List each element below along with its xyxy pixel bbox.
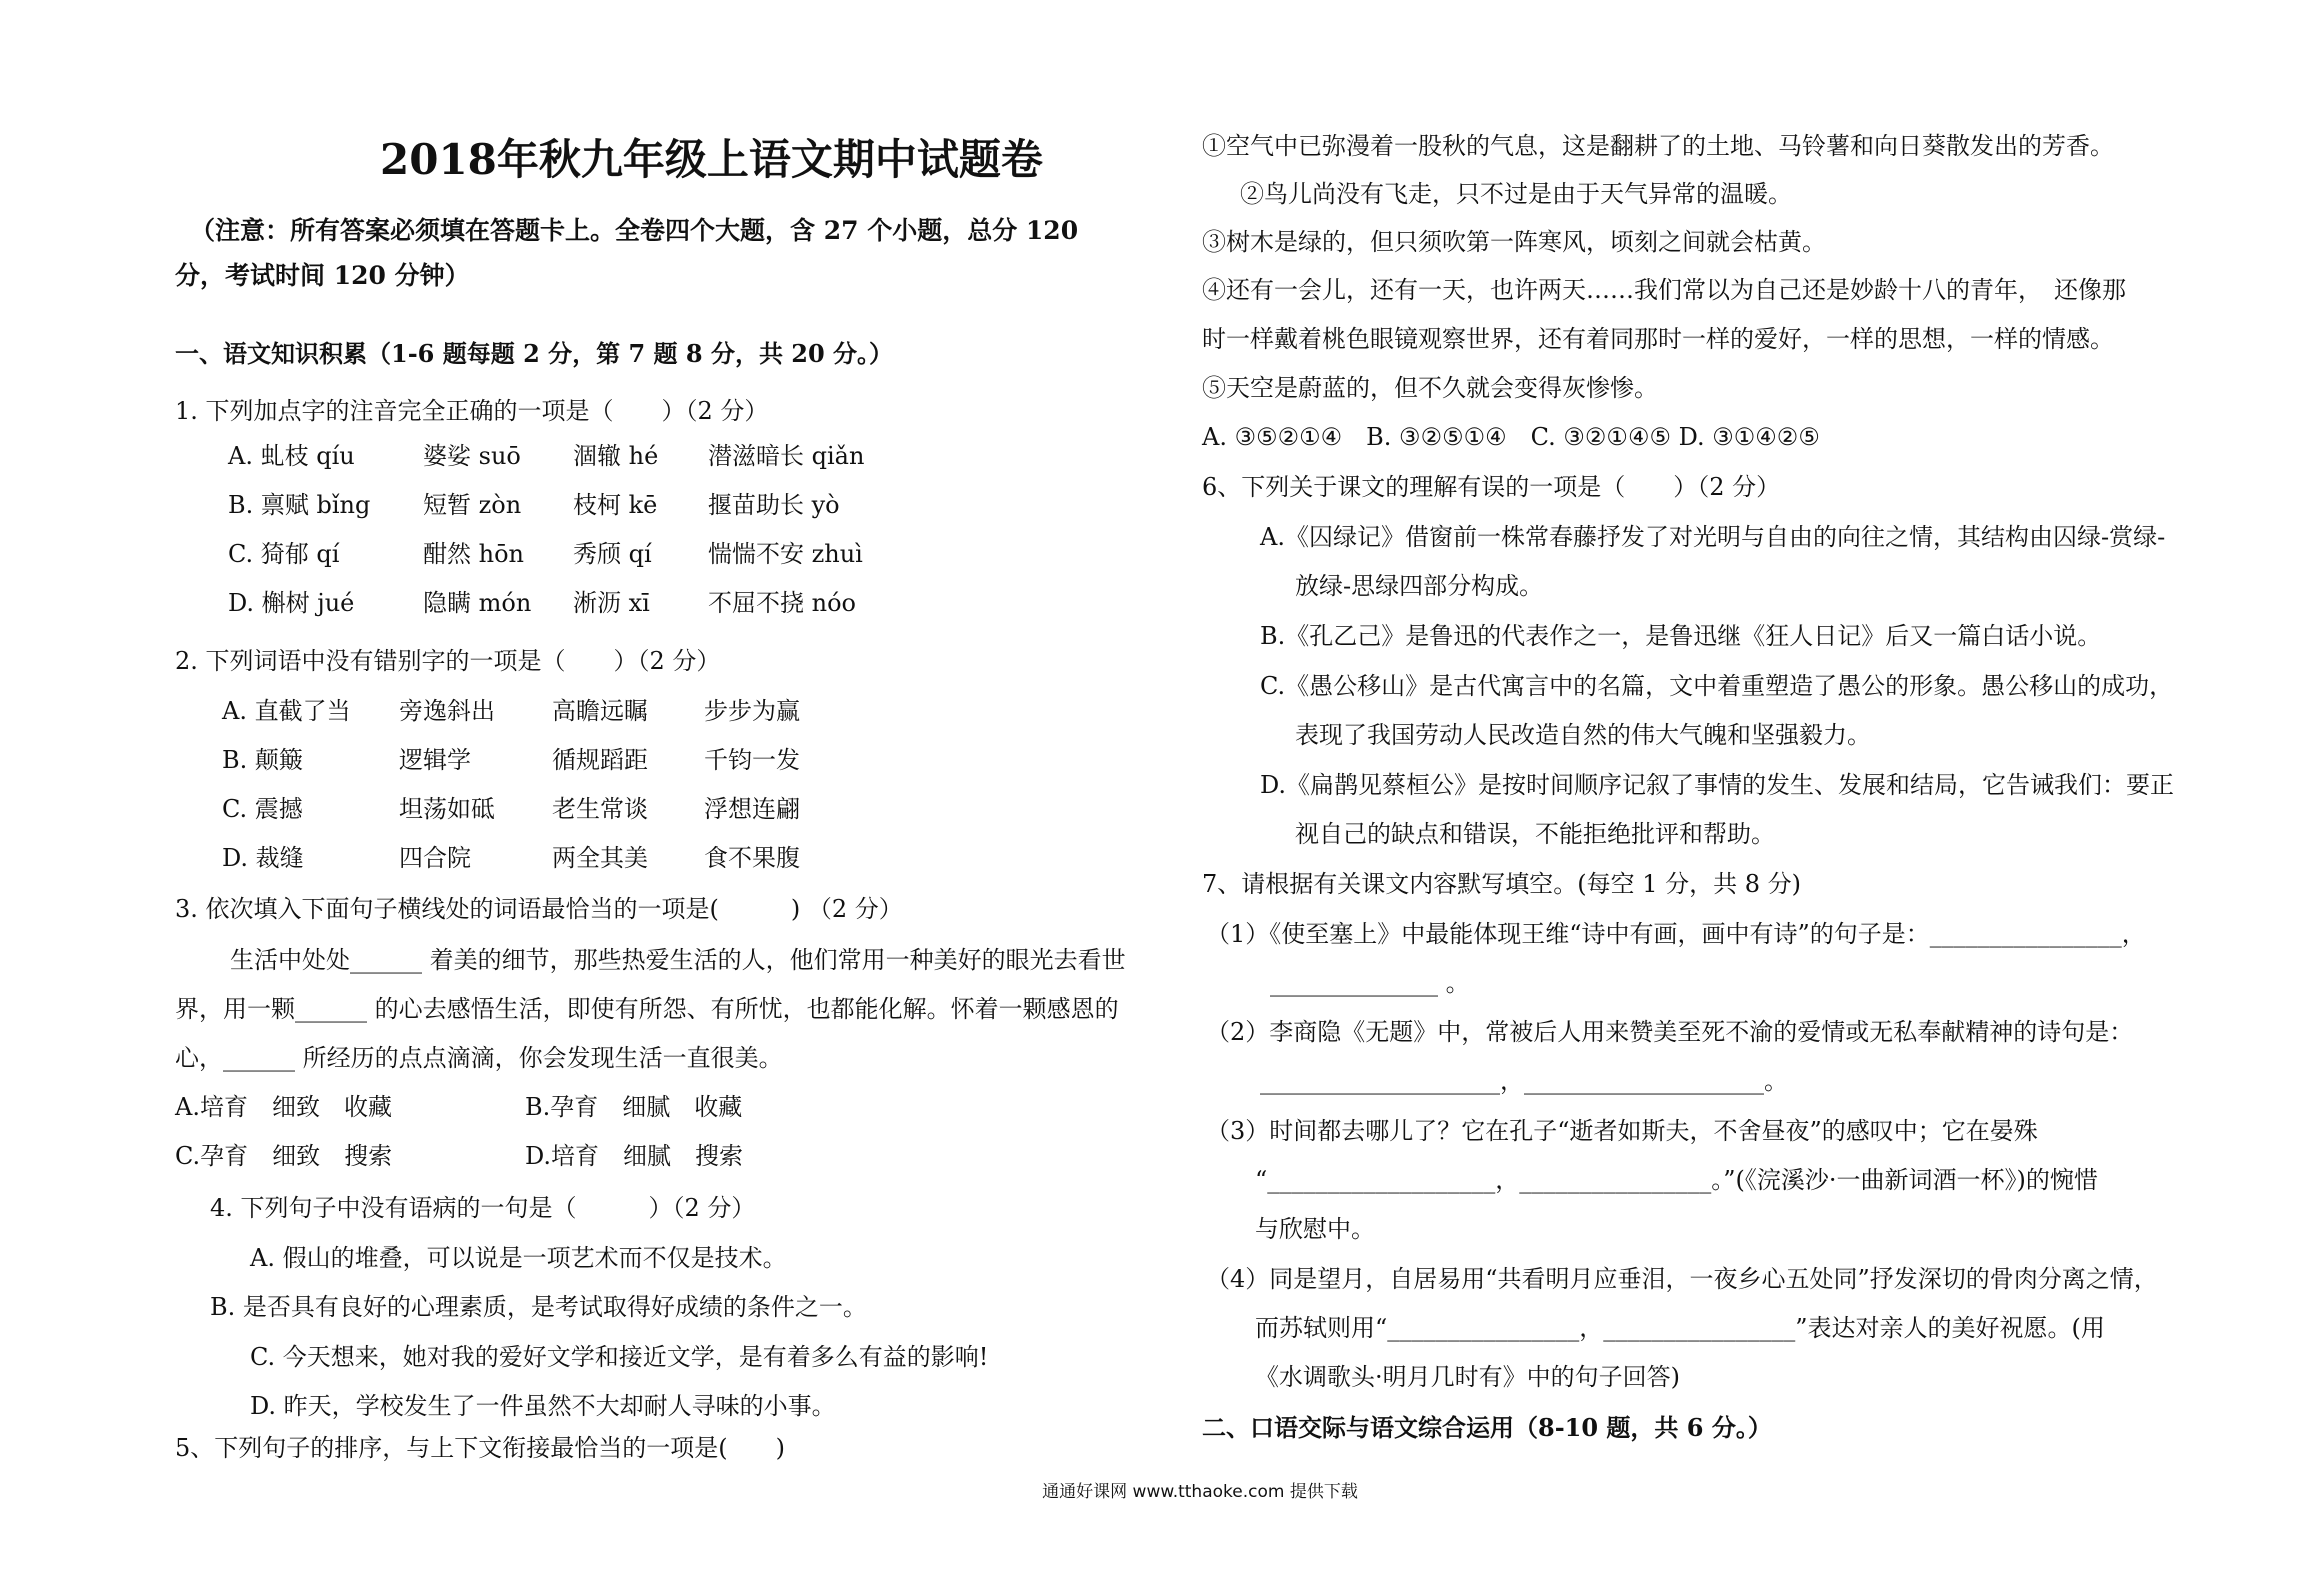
q6-option-d-1: D.《扁鹊见蔡桓公》是按时间顺序记叙了事情的发生、发展和结局，它告诫我们：要正 — [1260, 771, 2175, 799]
q5-options: A. ③⑤②①④ B. ③②⑤①④ C. ③②①④⑤ D. ③①④②⑤ — [1202, 423, 1820, 451]
page-footer: 通通好课网 www.tthaoke.com 提供下载 — [1042, 1482, 1358, 1502]
q2-a-1: A. 直截了当 — [222, 697, 351, 725]
q1-stem: 1. 下列加点字的注音完全正确的一项是（ ）（2 分） — [175, 397, 769, 425]
q2-c-2: 坦荡如砥 — [399, 795, 495, 823]
q3-option-a: A.培育 细致 收藏 — [175, 1093, 392, 1121]
notice-line-2: 分，考试时间 120 分钟） — [175, 261, 470, 290]
q7-item-3c: 与欣慰中。 — [1255, 1215, 1375, 1243]
q3-option-d: D.培育 细腻 搜索 — [525, 1142, 744, 1170]
notice-line-1: （注意：所有答案必须填在答题卡上。全卷四个大题，含 27 个小题，总分 120 — [190, 216, 1079, 245]
q2-b-2: 逻辑学 — [399, 746, 471, 774]
q7-item-1b: ______________ 。 — [1270, 969, 1470, 997]
q2-b-3: 循规蹈距 — [552, 746, 648, 774]
q1-a-2: 婆娑 suō — [423, 442, 521, 470]
q2-d-1: D. 裁缝 — [222, 844, 304, 872]
q1-b-3: 枝柯 kē — [573, 491, 658, 519]
section-1-heading: 一、语文知识积累（1-6 题每题 2 分，第 7 题 8 分，共 20 分。） — [175, 339, 894, 368]
q3-passage-1: 生活中处处______ 着美的细节，那些热爱生活的人，他们常用一种美好的眼光去看世 — [230, 946, 1126, 974]
q1-c-1: C. 猗郁 qí — [228, 540, 340, 568]
q4-stem: 4. 下列句子中没有语病的一句是（ ）（2 分） — [210, 1194, 756, 1222]
q7-item-2b: ____________________，____________________。 — [1260, 1067, 1788, 1095]
q4-option-b: B. 是否具有良好的心理素质，是考试取得好成绩的条件之一。 — [210, 1293, 867, 1321]
page-title: 2018年秋九年级上语文期中试题卷 — [380, 135, 1043, 184]
q7-item-4b: 而苏轼则用“________________，________________”表达对亲人的美好祝愿。(用 — [1255, 1314, 2105, 1342]
q5-sentence-2: ②鸟儿尚没有飞走，只不过是由于天气异常的温暖。 — [1240, 180, 1792, 208]
q3-passage-2: 界，用一颗______ 的心去感悟生活，即使有所怨、有所忧，也都能化解。怀着一颗感恩的 — [175, 995, 1119, 1023]
q1-b-4: 揠苗助长 yò — [708, 491, 840, 519]
q4-option-c: C. 今天想来，她对我的爱好文学和接近文学，是有着多么有益的影响! — [250, 1343, 989, 1371]
q1-a-3: 涸辙 hé — [573, 442, 659, 470]
q2-c-1: C. 震撼 — [222, 795, 303, 823]
q6-option-c-1: C.《愚公移山》是古代寓言中的名篇，文中着重塑造了愚公的形象。愚公移山的成功， — [1260, 672, 2174, 700]
q7-stem: 7、请根据有关课文内容默写填空。(每空 1 分，共 8 分) — [1202, 870, 1802, 898]
q1-b-2: 短暂 zòn — [423, 491, 522, 519]
q2-a-4: 步步为赢 — [704, 697, 800, 725]
q1-d-2: 隐瞒 món — [423, 589, 532, 617]
q7-item-1a: （1）《使至塞上》中最能体现王维“诗中有画，画中有诗”的句子是：________________， — [1206, 920, 2146, 948]
q1-c-2: 酣然 hōn — [423, 540, 524, 568]
q2-a-2: 旁逸斜出 — [399, 697, 495, 725]
q2-d-2: 四合院 — [399, 844, 471, 872]
q7-item-4a: （4）同是望月，自居易用“共看明月应垂泪，一夜乡心五处同”抒发深切的骨肉分离之情， — [1206, 1265, 2158, 1293]
q5-stem: 5、下列句子的排序，与上下文衔接最恰当的一项是( ) — [175, 1434, 785, 1462]
q2-stem: 2. 下列词语中没有错别字的一项是（ ）（2 分） — [175, 647, 721, 675]
q2-d-3: 两全其美 — [552, 844, 648, 872]
q1-c-4: 惴惴不安 zhuì — [708, 540, 863, 568]
q2-d-4: 食不果腹 — [704, 844, 800, 872]
q6-option-b: B.《孔乙己》是鲁迅的代表作之一，是鲁迅继《狂人日记》后又一篇白话小说。 — [1260, 622, 2102, 650]
q5-sentence-3: ③树木是绿的，但只须吹第一阵寒风，顷刻之间就会枯黄。 — [1202, 228, 1826, 256]
q2-b-1: B. 颠簸 — [222, 746, 303, 774]
q5-sentence-4a: ④还有一会儿，还有一天，也许两天……我们常以为自己还是妙龄十八的青年， 还像那 — [1202, 276, 2126, 304]
section-2-heading: 二、口语交际与语文综合运用（8-10 题，共 6 分。） — [1202, 1413, 1772, 1442]
q7-item-2a: （2）李商隐《无题》中，常被后人用来赞美至死不渝的爱情或无私奉献精神的诗句是： — [1206, 1018, 2134, 1046]
q6-stem: 6、下列关于课文的理解有误的一项是（ ）（2 分） — [1202, 473, 1781, 501]
q2-c-3: 老生常谈 — [552, 795, 648, 823]
q6-option-c-2: 表现了我国劳动人民改造自然的伟大气魄和坚强毅力。 — [1295, 721, 1871, 749]
q5-sentence-1: ①空气中已弥漫着一股秋的气息，这是翻耕了的土地、马铃薯和向日葵散发出的芳香。 — [1202, 132, 2114, 160]
q1-d-1: D. 槲树 jué — [228, 589, 355, 617]
q7-item-3a: （3）时间都去哪儿了？它在孔子“逝者如斯夫，不舍昼夜”的感叹中；它在晏殊 — [1206, 1117, 2038, 1145]
q3-option-b: B.孕育 细腻 收藏 — [525, 1093, 743, 1121]
q6-option-a-1: A.《囚绿记》借窗前一株常春藤抒发了对光明与自由的向往之情，其结构由囚绿-赏绿- — [1260, 523, 2166, 551]
q4-option-a: A. 假山的堆叠，可以说是一项艺术而不仅是技术。 — [250, 1244, 787, 1272]
q2-c-4: 浮想连翩 — [704, 795, 800, 823]
q4-option-d: D. 昨天，学校发生了一件虽然不大却耐人寻味的小事。 — [250, 1392, 836, 1420]
q1-d-4: 不屈不挠 nóo — [708, 589, 856, 617]
q7-item-3b: “___________________，________________。”(《浣溪沙·一曲新词酒一杯》)的惋惜 — [1255, 1166, 2098, 1194]
q1-d-3: 淅沥 xī — [573, 589, 650, 617]
q1-a-1: A. 虬枝 qíu — [228, 442, 355, 470]
q1-c-3: 秀颀 qí — [573, 540, 652, 568]
q1-b-1: B. 禀赋 bǐng — [228, 491, 371, 519]
q3-option-c: C.孕育 细致 搜索 — [175, 1142, 393, 1170]
q3-stem: 3. 依次填入下面句子横线处的词语最恰当的一项是( ) （2 分） — [175, 895, 903, 923]
q7-item-4c: 《水调歌头·明月几时有》中的句子回答) — [1255, 1363, 1680, 1391]
q5-sentence-4b: 时一样戴着桃色眼镜观察世界，还有着同那时一样的爱好，一样的思想，一样的情感。 — [1202, 325, 2114, 353]
q6-option-a-2: 放绿-思绿四部分构成。 — [1295, 572, 1544, 600]
q2-b-4: 千钧一发 — [704, 746, 800, 774]
q2-a-3: 高瞻远瞩 — [552, 697, 648, 725]
q6-option-d-2: 视自己的缺点和错误，不能拒绝批评和帮助。 — [1295, 820, 1775, 848]
q3-passage-3: 心，______ 所经历的点点滴滴，你会发现生活一直很美。 — [175, 1044, 783, 1072]
q1-a-4: 潜滋暗长 qiǎn — [708, 442, 865, 470]
q5-sentence-5: ⑤天空是蔚蓝的，但不久就会变得灰惨惨。 — [1202, 374, 1658, 402]
